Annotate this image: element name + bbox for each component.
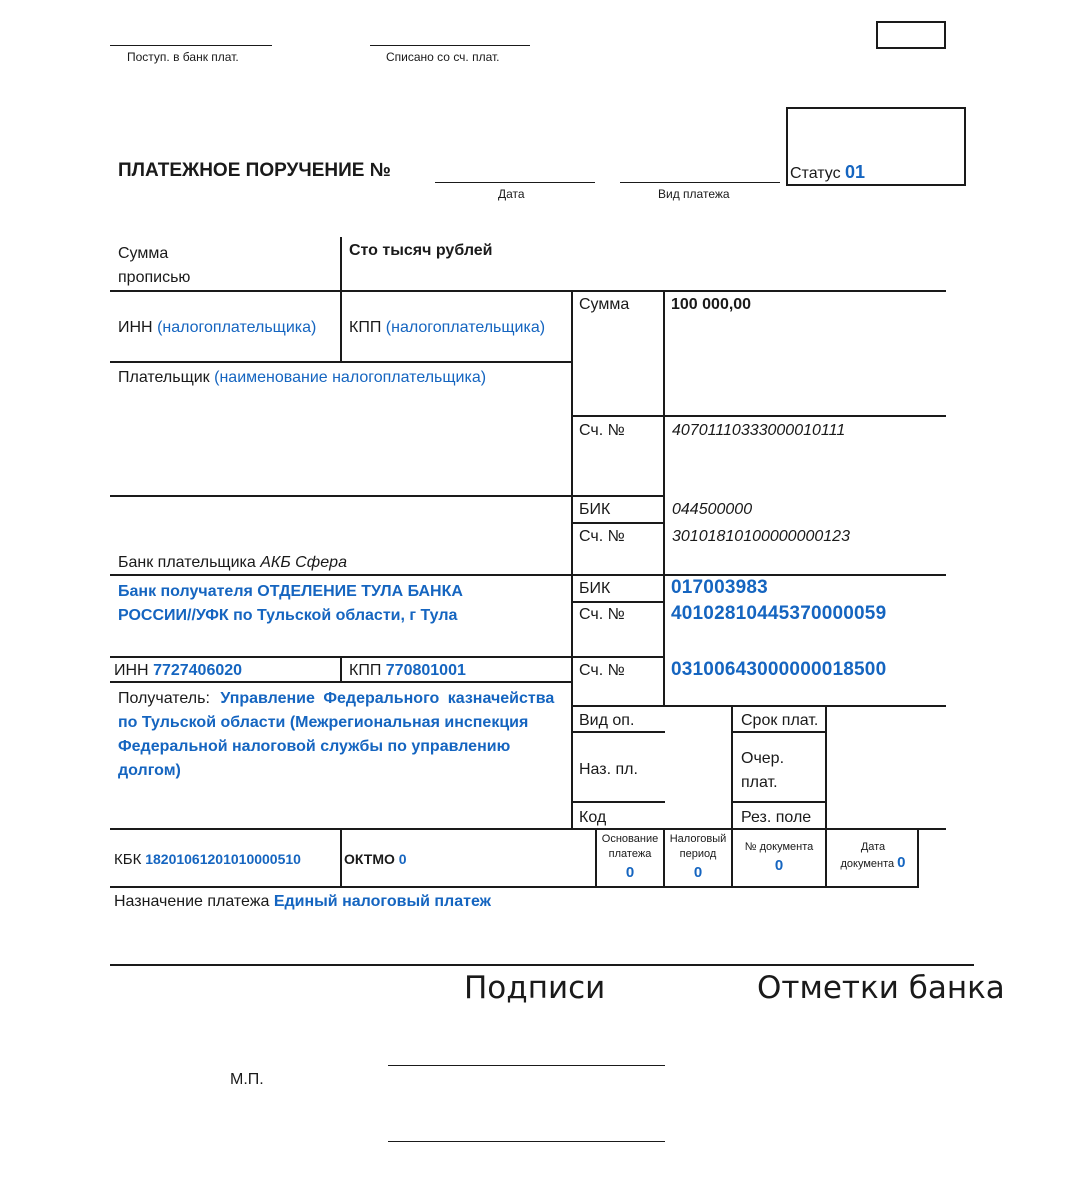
line-docdate-right [917,828,919,887]
status-label: Статус [790,165,841,182]
payment-type-label: Вид платежа [658,187,730,201]
payer-kpp-hint: (налогоплательщика) [385,319,546,336]
line-recipient-bank-bottom [110,656,665,658]
signature-line-2 [388,1141,665,1142]
line-amount-top [110,290,946,292]
kbk-value: 18201061201010000510 [145,851,301,867]
sum-label: Сумма [579,296,630,313]
line-amount-words-divider [340,237,342,362]
recipient-kpp-field [349,662,466,680]
line-payer-bottom [110,495,665,497]
line-sum-bottom [571,415,946,417]
order-label-1: Очер. [741,750,785,767]
signatures-label: Подписи [464,970,606,1006]
line-tax-bottom [110,886,919,888]
recipient-account-value: 03100643000000018500 [671,659,887,680]
deadline-label: Срок плат. [741,712,819,729]
recipient-kpp-value: 770801001 [385,662,466,679]
line-deadline-bottom [731,731,827,733]
recipient-name-line-3: Федеральной налоговой службы по управлению [118,738,511,755]
period-value: 0 [693,864,703,881]
doc-date-value: 0 [897,854,906,871]
basis-label-2: платежа [608,848,652,860]
bank-marks-label: Отметки банка [757,970,1005,1006]
line-kbk-divider [340,828,342,887]
payer-name-label: Плательщик [118,369,210,386]
line-inn2-bottom [110,681,572,683]
received-label: Поступ. в банк плат. [127,50,239,64]
payer-bik-value: 044500000 [672,501,753,518]
line-rbik-bottom [571,601,665,603]
payer-corr-label: Сч. № [579,528,625,545]
basis-value: 0 [625,864,635,881]
oktmo-field [344,851,407,867]
line-tax-top [110,828,946,830]
payer-corr-value: 30101810100000000123 [672,528,850,545]
line-account-bottom [571,705,946,707]
recipient-name-label: Получатель: [118,690,210,707]
payment-purpose-value: Единый налоговый платеж [273,893,491,910]
payer-bik-label: БИК [579,501,611,518]
form-code-box [876,21,946,49]
line-order-bottom [731,801,827,803]
op-type-label: Вид оп. [579,712,635,729]
amount-words-label-1: Сумма [118,245,169,262]
doc-date-label-2: документа [840,858,895,870]
period-label-2: период [679,848,717,860]
doc-no-field [733,840,825,873]
amount-words-label-2: прописью [118,269,191,286]
kbk-label: КБК [114,851,142,868]
payer-account-value: 40701110333000010111 [672,422,846,439]
recipient-name-field [118,687,573,783]
recipient-name-line-4: долгом) [118,762,181,779]
line-signatures-top [110,964,974,966]
payment-purpose-label: Назначение платежа [114,893,270,910]
recipient-name-line-1: Управление Федерального казначейства [220,690,555,707]
purpose-code-label: Наз. пл. [579,761,638,778]
payer-inn-label: ИНН [118,319,153,336]
line-bik-bottom [571,522,665,524]
kbk-field [114,851,301,868]
payer-inn-hint: (налогоплательщика) [157,319,317,336]
line-op-bottom [571,731,665,733]
recipient-inn-label: ИНН [114,662,149,679]
payer-bank-field [118,554,347,572]
date-label: Дата [498,187,525,201]
sum-value: 100 000,00 [671,296,752,313]
order-label-2: плат. [741,774,778,791]
recipient-inn-value: 7727406020 [153,662,243,679]
line-purpose-bottom [571,801,665,803]
code-label: Код [579,809,607,826]
payment-type-line [620,182,780,183]
period-field [665,832,731,880]
doc-no-value: 0 [774,857,784,874]
payer-inn-field [118,319,316,337]
date-line [435,182,595,183]
line-label-value-divider [663,290,665,707]
debited-line [370,45,530,46]
payer-bank-label: Банк плательщика [118,554,256,571]
status-field [790,162,865,183]
payment-purpose-field [114,893,491,911]
oktmo-label: ОКТМО [344,851,395,867]
period-label-1: Налоговый [669,833,727,845]
recipient-bik-value: 017003983 [671,577,768,598]
order-label [741,747,784,795]
basis-label-1: Основание [601,833,659,845]
status-value: 01 [845,162,866,182]
stamp-label: М.П. [230,1071,264,1088]
payer-kpp-label: КПП [349,319,382,336]
recipient-bank-line-1: Банк получателя ОТДЕЛЕНИЕ ТУЛА БАНКА [118,583,463,600]
payer-bank-name: АКБ Сфера [260,554,347,571]
basis-field [597,832,663,880]
amount-words-value: Сто тысяч рублей [349,242,493,259]
recipient-bank-name [118,580,463,628]
page-title: ПЛАТЕЖНОЕ ПОРУЧЕНИЕ № [118,160,391,181]
recipient-bank-line-2: РОССИИ//УФК по Тульской области, г Тула [118,607,458,624]
payer-kpp-field [349,319,545,337]
payer-account-label: Сч. № [579,422,625,439]
amount-words-label [118,242,190,290]
signature-line-1 [388,1065,665,1066]
payer-name-field [118,369,486,387]
oktmo-value: 0 [398,851,407,867]
line-inn-kpp-divider [340,656,342,681]
line-payer-bank-bottom [110,574,946,576]
recipient-kpp-label: КПП [349,662,382,679]
line-inn-bottom [110,361,572,363]
recipient-inn-field [114,662,242,680]
received-line [110,45,272,46]
recipient-corr-label: Сч. № [579,606,625,623]
recipient-name-line-2: по Тульской области (Межрегиональная инспекция [118,714,529,731]
reserve-label: Рез. поле [741,809,812,826]
debited-label: Списано со сч. плат. [386,50,500,64]
recipient-bik-label: БИК [579,580,611,597]
payer-name-hint: (наименование налогоплательщика) [214,369,487,386]
recipient-account-label: Сч. № [579,662,625,679]
doc-date-field [829,840,917,872]
doc-date-label-1: Дата [860,841,886,853]
recipient-corr-value: 40102810445370000059 [671,603,887,624]
doc-no-label: № документа [744,841,814,853]
